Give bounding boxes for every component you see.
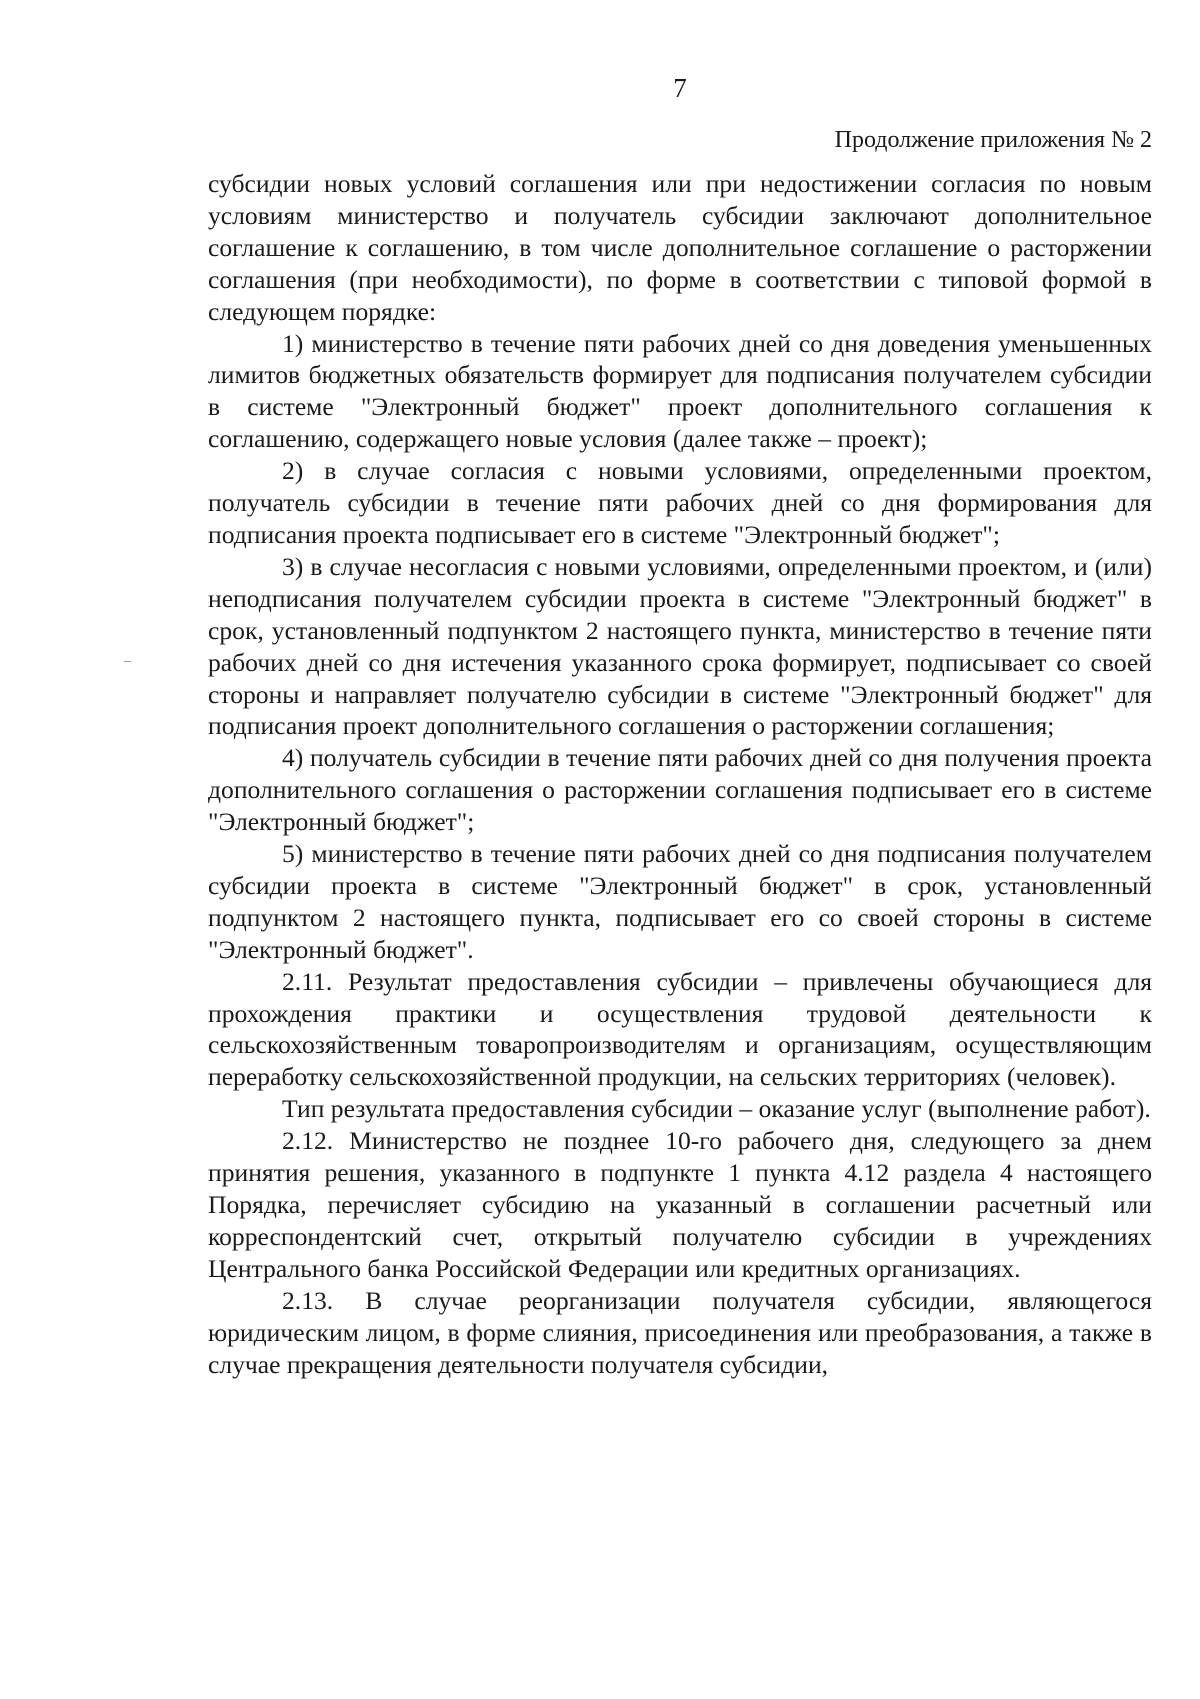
paragraph-section-2-11: 2.11. Результат предоставления субсидии – привлечены обучающиеся для прохождения практики и осуществления трудовой деятельности к сельскохозяйственным товаропроизводителям и организациям, осуществляющим переработку сельскохозяйственной продукции, на сельских территориях (человек). xyxy=(208,966,1152,1092)
document-body xyxy=(208,168,1152,1380)
paragraph-section-2-13: 2.13. В случае реорганизации получателя субсидии, являющегося юридическим лицом, в форме слияния, присоединения или преобразования, а также в случае прекращения деятельности получателя субсидии, xyxy=(208,1285,1152,1379)
paragraph-item-4: 4) получатель субсидии в течение пяти рабочих дней со дня получения проекта дополнительного соглашения о расторжении соглашения подписывает его в системе "Электронный бюджет"; xyxy=(208,743,1152,837)
paragraph-item-5: 5) министерство в течение пяти рабочих дней со дня подписания получателем субсидии проекта в системе "Электронный бюджет" в срок, установленный подпунктом 2 настоящего пункта, подписывает его со своей стороны в системе "Электронный бюджет". xyxy=(208,839,1152,964)
paragraph-item-2: 2) в случае согласия с новыми условиями, определенными проектом, получатель субсидии в течение пяти рабочих дней со дня формирования для подписания проекта подписывает его в системе "Электронный бюджет"; xyxy=(208,456,1152,549)
paragraph-item-3: 3) в случае несогласия с новыми условиями, определенными проектом, и (или) неподписания получателем субсидии проекта в системе "Электронный бюджет" в срок, установленный подпунктом 2 настоящего пункта, министерство в течение пяти рабочих дней со дня истечения указанного срока формирует, подписывает со своей стороны и направляет получателю субсидии в системе "Электронный бюджет" для подписания проект дополнительного соглашения о расторжении соглашения; xyxy=(208,551,1152,741)
page-number: 7 xyxy=(673,73,687,103)
scan-artifact xyxy=(124,661,131,662)
paragraph-continuation: субсидии новых условий соглашения или при недостижении согласия по новым условиям министерство и получатель субсидии заключают дополнительное соглашение к соглашению, в том числе дополнительное соглашение о расторжении соглашения (при необходимости), по форме в соответствии с типовой формой в следующем порядке: xyxy=(208,169,1152,326)
appendix-continuation-note: Продолжение приложения № 2 xyxy=(834,127,1152,153)
paragraph-result-type: Тип результата предоставления субсидии – оказание услуг (выполнение работ). xyxy=(282,1094,1151,1124)
paragraph-item-1: 1) министерство в течение пяти рабочих дней со дня доведения уменьшенных лимитов бюджетных обязательств формирует для подписания получателем субсидии в системе "Электронный бюджет" проект дополнительного соглашения к соглашению, содержащего новые условия (далее также – проект); xyxy=(208,328,1152,454)
paragraph-section-2-12: 2.12. Министерство не позднее 10-го рабочего дня, следующего за днем принятия решения, указанного в подпункте 1 пункта 4.12 раздела 4 настоящего Порядка, перечисляет субсидию на указанный в соглашении расчетный или корреспондентский счет, открытый получателю субсидии в учреждениях Центрального банка Российской Федерации или кредитных организациях. xyxy=(208,1126,1152,1283)
